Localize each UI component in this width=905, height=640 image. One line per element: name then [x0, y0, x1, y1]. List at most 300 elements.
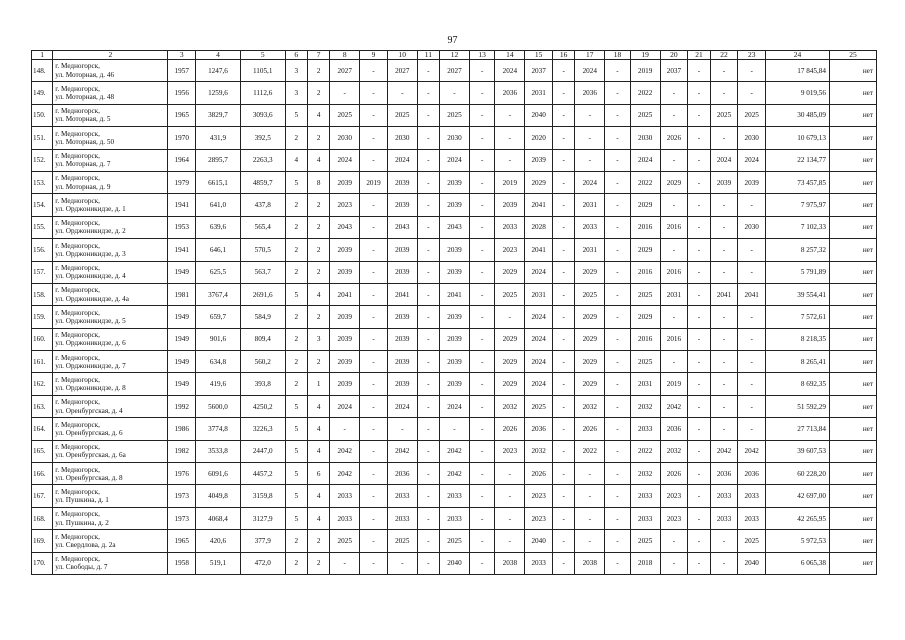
cost-cell: 8 257,32 [766, 239, 830, 261]
data-cell: - [360, 216, 388, 238]
data-cell: 2036 [387, 463, 417, 485]
data-cell: 2043 [387, 216, 417, 238]
data-cell: - [605, 82, 631, 104]
data-cell: 2447,0 [240, 440, 285, 462]
data-cell: 2 [285, 127, 307, 149]
data-cell: 634,8 [196, 351, 241, 373]
data-cell: - [360, 194, 388, 216]
data-cell: 2033 [710, 507, 738, 529]
data-cell: - [360, 507, 388, 529]
address-cell [53, 440, 168, 462]
data-cell: 2025 [630, 530, 660, 552]
cost-cell: 51 592,29 [766, 395, 830, 417]
data-cell: - [552, 239, 574, 261]
data-cell: 1970 [168, 127, 196, 149]
data-cell: 4068,4 [196, 507, 241, 529]
cost-cell: 22 134,77 [766, 149, 830, 171]
row-number: 165. [32, 440, 53, 462]
flag-cell: нет [829, 261, 876, 283]
data-cell: 2024 [738, 149, 766, 171]
column-number-cell: 20 [660, 51, 688, 60]
data-cell: 2042 [330, 440, 360, 462]
address-street: ул. Орджоникидзе, д. 1 [55, 205, 126, 214]
data-cell: 1941 [168, 194, 196, 216]
data-cell: 2024 [525, 373, 553, 395]
table-row [32, 463, 877, 485]
data-cell: - [417, 485, 439, 507]
data-cell: - [605, 507, 631, 529]
data-cell: - [417, 127, 439, 149]
data-cell: 2042 [440, 440, 470, 462]
data-cell: - [417, 530, 439, 552]
data-cell: 2042 [387, 440, 417, 462]
data-cell: 2025 [630, 283, 660, 305]
column-number-cell: 14 [495, 51, 525, 60]
data-cell: - [417, 194, 439, 216]
data-cell: 2039 [440, 306, 470, 328]
data-cell: - [495, 306, 525, 328]
data-cell: - [417, 418, 439, 440]
data-cell: 437,8 [240, 194, 285, 216]
data-cell: - [710, 127, 738, 149]
column-number-cell: 21 [688, 51, 710, 60]
data-cell: 2026 [660, 127, 688, 149]
address-street: ул. Орджоникидзе, д. 3 [55, 249, 126, 258]
data-cell: 2041 [525, 194, 553, 216]
data-cell: - [360, 440, 388, 462]
address-city: г. Медногорск, [55, 308, 100, 317]
row-number: 168. [32, 507, 53, 529]
address-street: ул. Оренбургская, д. 6а [55, 451, 126, 460]
address-street: ул. Орджоникидзе, д. 4а [55, 294, 129, 303]
address-cell [53, 395, 168, 417]
data-cell: 2016 [660, 216, 688, 238]
data-cell: - [688, 149, 710, 171]
data-cell: - [710, 194, 738, 216]
data-cell: - [360, 261, 388, 283]
row-number: 151. [32, 127, 53, 149]
data-cell: - [417, 440, 439, 462]
data-cell: 2024 [525, 328, 553, 350]
page-number: 97 [447, 35, 458, 46]
column-number-cell: 5 [240, 51, 285, 60]
data-cell: - [605, 60, 631, 82]
data-cell: - [552, 194, 574, 216]
row-number: 158. [32, 283, 53, 305]
housing-schedule-table [31, 50, 877, 575]
data-cell: 2032 [630, 395, 660, 417]
data-cell: 2031 [575, 194, 605, 216]
row-number: 156. [32, 239, 53, 261]
flag-cell: нет [829, 283, 876, 305]
data-cell: 4 [307, 104, 329, 126]
data-cell: 2029 [660, 171, 688, 193]
data-cell: 2039 [387, 328, 417, 350]
data-cell: - [495, 530, 525, 552]
column-number-cell: 19 [630, 51, 660, 60]
address-city: г. Медногорск, [55, 465, 100, 474]
data-cell: 2024 [387, 395, 417, 417]
data-cell: 2032 [525, 440, 553, 462]
data-cell: 2030 [738, 216, 766, 238]
data-cell: 2032 [495, 395, 525, 417]
data-cell: - [469, 82, 495, 104]
row-number: 155. [32, 216, 53, 238]
flag-cell: нет [829, 216, 876, 238]
data-cell: - [360, 463, 388, 485]
data-cell: 2036 [660, 418, 688, 440]
data-cell: 1953 [168, 216, 196, 238]
data-cell: 2029 [575, 373, 605, 395]
data-cell: - [552, 171, 574, 193]
flag-cell: нет [829, 395, 876, 417]
data-cell: 2042 [710, 440, 738, 462]
data-cell: 5 [285, 171, 307, 193]
data-cell: - [552, 127, 574, 149]
data-cell: 2023 [660, 507, 688, 529]
data-cell: - [417, 239, 439, 261]
address-cell [53, 530, 168, 552]
flag-cell: нет [829, 530, 876, 552]
data-cell: - [710, 328, 738, 350]
data-cell: - [688, 463, 710, 485]
data-cell: - [688, 171, 710, 193]
flag-cell: нет [829, 373, 876, 395]
data-cell: 3774,8 [196, 418, 241, 440]
data-cell: - [360, 283, 388, 305]
table-row [32, 373, 877, 395]
data-cell: 2042 [330, 463, 360, 485]
data-cell: 2033 [387, 485, 417, 507]
data-cell: 2033 [525, 552, 553, 574]
data-cell: - [417, 82, 439, 104]
data-cell: 570,5 [240, 239, 285, 261]
data-cell: - [710, 395, 738, 417]
address-cell [53, 171, 168, 193]
data-cell: 2039 [387, 194, 417, 216]
data-cell: 2039 [440, 351, 470, 373]
data-cell: 2025 [630, 104, 660, 126]
data-cell: 2033 [630, 418, 660, 440]
address-street: ул. Орджоникидзе, д. 5 [55, 316, 126, 325]
data-cell: 1112,6 [240, 82, 285, 104]
data-cell: - [575, 530, 605, 552]
data-cell: 2039 [710, 171, 738, 193]
data-cell: 2037 [660, 60, 688, 82]
data-cell: - [469, 351, 495, 373]
column-number-cell: 25 [829, 51, 876, 60]
data-cell: - [738, 418, 766, 440]
row-number: 159. [32, 306, 53, 328]
address-city: г. Медногорск, [55, 129, 100, 138]
data-cell: - [688, 530, 710, 552]
data-cell: - [605, 440, 631, 462]
data-cell: 2036 [710, 463, 738, 485]
table-row [32, 149, 877, 171]
data-cell: 2033 [575, 216, 605, 238]
data-cell: 3767,4 [196, 283, 241, 305]
data-cell: - [552, 373, 574, 395]
data-cell: 2033 [330, 485, 360, 507]
data-cell: 4 [285, 149, 307, 171]
data-cell: 2026 [525, 463, 553, 485]
address-city: г. Медногорск, [55, 62, 100, 71]
column-number-cell: 24 [766, 51, 830, 60]
row-number: 157. [32, 261, 53, 283]
cost-cell: 42 697,00 [766, 485, 830, 507]
address-street: ул. Моторная, д. 48 [55, 93, 115, 102]
data-cell: 2039 [738, 171, 766, 193]
data-cell: - [469, 239, 495, 261]
data-cell: - [469, 127, 495, 149]
address-city: г. Медногорск, [55, 443, 100, 452]
data-cell: - [710, 552, 738, 574]
data-cell: 8 [307, 171, 329, 193]
row-number: 150. [32, 104, 53, 126]
data-cell: - [360, 149, 388, 171]
data-cell: - [575, 507, 605, 529]
data-cell: - [710, 261, 738, 283]
data-cell: - [552, 104, 574, 126]
data-cell: 2026 [660, 463, 688, 485]
data-cell: 2895,7 [196, 149, 241, 171]
data-cell: - [360, 306, 388, 328]
data-cell: - [575, 485, 605, 507]
data-cell: 2023 [525, 485, 553, 507]
data-cell: 2041 [387, 283, 417, 305]
data-cell: 1949 [168, 328, 196, 350]
row-number: 164. [32, 418, 53, 440]
table-row [32, 440, 877, 462]
data-cell: 2033 [630, 507, 660, 529]
column-number-cell: 23 [738, 51, 766, 60]
data-cell: 2025 [575, 283, 605, 305]
data-cell: - [660, 149, 688, 171]
data-cell: - [360, 82, 388, 104]
table-row [32, 351, 877, 373]
data-cell: 2 [285, 373, 307, 395]
address-cell [53, 261, 168, 283]
data-cell: 2039 [330, 171, 360, 193]
data-cell: - [552, 485, 574, 507]
table-row [32, 552, 877, 574]
data-cell: 1941 [168, 239, 196, 261]
data-cell: 2 [285, 552, 307, 574]
data-cell: 393,8 [240, 373, 285, 395]
data-cell: 2029 [575, 261, 605, 283]
data-cell: 5 [285, 104, 307, 126]
data-cell: - [360, 485, 388, 507]
data-cell: - [360, 60, 388, 82]
data-cell: 1982 [168, 440, 196, 462]
data-cell: 4457,2 [240, 463, 285, 485]
data-cell: - [688, 351, 710, 373]
data-cell: - [710, 216, 738, 238]
data-cell: 4 [307, 418, 329, 440]
data-cell: 2024 [525, 351, 553, 373]
flag-cell: нет [829, 351, 876, 373]
cost-cell: 7 572,61 [766, 306, 830, 328]
column-number-cell: 16 [552, 51, 574, 60]
data-cell: - [710, 351, 738, 373]
data-cell: - [469, 395, 495, 417]
data-cell: - [605, 530, 631, 552]
cost-cell: 73 457,85 [766, 171, 830, 193]
data-cell: - [469, 530, 495, 552]
data-cell: - [738, 395, 766, 417]
data-cell: - [552, 306, 574, 328]
data-cell: - [688, 239, 710, 261]
data-cell: - [360, 351, 388, 373]
data-cell: 565,4 [240, 216, 285, 238]
data-cell: 4 [307, 485, 329, 507]
data-cell: 2042 [660, 395, 688, 417]
data-cell: 2024 [330, 149, 360, 171]
data-cell: - [605, 351, 631, 373]
data-cell: 2033 [738, 485, 766, 507]
data-cell: - [552, 507, 574, 529]
address-city: г. Медногорск, [55, 152, 100, 161]
data-cell: - [417, 216, 439, 238]
data-cell: 2 [285, 306, 307, 328]
data-cell: - [360, 373, 388, 395]
data-cell: 2 [307, 530, 329, 552]
address-city: г. Медногорск, [55, 264, 100, 272]
column-number-cell: 7 [307, 51, 329, 60]
column-number-cell: 4 [196, 51, 241, 60]
data-cell: - [360, 328, 388, 350]
data-cell: - [469, 306, 495, 328]
data-cell: 2033 [495, 216, 525, 238]
data-cell: 2039 [387, 239, 417, 261]
data-cell: 5 [285, 440, 307, 462]
address-cell [53, 351, 168, 373]
data-cell: 2033 [630, 485, 660, 507]
data-cell: 2029 [575, 351, 605, 373]
cost-cell: 8 218,35 [766, 328, 830, 350]
data-cell: 2022 [630, 171, 660, 193]
data-cell: 2040 [525, 104, 553, 126]
data-cell: - [417, 283, 439, 305]
data-cell: 2028 [525, 216, 553, 238]
data-cell: 2 [307, 194, 329, 216]
cost-cell: 39 607,53 [766, 440, 830, 462]
data-cell: - [552, 395, 574, 417]
data-cell: - [417, 306, 439, 328]
data-cell: - [495, 149, 525, 171]
data-cell: 3093,6 [240, 104, 285, 126]
address-cell [53, 104, 168, 126]
address-city: г. Медногорск, [55, 196, 100, 205]
data-cell: 2040 [738, 552, 766, 574]
data-cell: 2024 [710, 149, 738, 171]
data-cell: 4 [307, 395, 329, 417]
data-cell: 2032 [575, 395, 605, 417]
data-cell: - [417, 395, 439, 417]
column-number-cell: 17 [575, 51, 605, 60]
row-number: 154. [32, 194, 53, 216]
address-cell [53, 216, 168, 238]
data-cell: 2 [307, 351, 329, 373]
data-cell: 2027 [440, 60, 470, 82]
data-cell: - [495, 127, 525, 149]
data-cell: - [605, 552, 631, 574]
data-cell: 2023 [495, 239, 525, 261]
data-cell: 1976 [168, 463, 196, 485]
address-street: ул. Моторная, д. 5 [55, 115, 111, 124]
row-number: 166. [32, 463, 53, 485]
flag-cell: нет [829, 485, 876, 507]
data-cell: - [469, 552, 495, 574]
data-cell: - [417, 60, 439, 82]
data-cell: - [495, 463, 525, 485]
data-cell: 3 [285, 60, 307, 82]
address-cell [53, 485, 168, 507]
data-cell: 1949 [168, 351, 196, 373]
data-cell: - [387, 418, 417, 440]
data-cell: 2033 [738, 507, 766, 529]
data-cell: - [469, 440, 495, 462]
data-cell: 3226,3 [240, 418, 285, 440]
address-cell [53, 239, 168, 261]
data-cell: 2029 [495, 351, 525, 373]
column-number-cell: 15 [525, 51, 553, 60]
flag-cell: нет [829, 328, 876, 350]
data-cell: - [360, 552, 388, 574]
data-cell: - [552, 440, 574, 462]
data-cell: - [417, 149, 439, 171]
data-cell: 2030 [330, 127, 360, 149]
data-cell: - [688, 418, 710, 440]
data-cell: - [552, 463, 574, 485]
data-cell: 3533,8 [196, 440, 241, 462]
data-cell: 431,9 [196, 127, 241, 149]
data-cell: - [360, 239, 388, 261]
column-number-cell: 8 [330, 51, 360, 60]
address-city: г. Медногорск, [55, 487, 100, 496]
data-cell: - [738, 60, 766, 82]
data-cell: - [605, 171, 631, 193]
data-cell: 4250,2 [240, 395, 285, 417]
data-cell: 2039 [440, 328, 470, 350]
data-cell: 1981 [168, 283, 196, 305]
data-cell: 2039 [330, 261, 360, 283]
data-cell: 2019 [630, 60, 660, 82]
data-cell: 2 [307, 127, 329, 149]
data-cell: - [575, 104, 605, 126]
data-cell: - [710, 530, 738, 552]
data-cell: 392,5 [240, 127, 285, 149]
data-cell: - [469, 507, 495, 529]
address-street: ул. Пушкина, д. 2 [55, 518, 109, 527]
data-cell: - [605, 283, 631, 305]
flag-cell: нет [829, 104, 876, 126]
data-cell: 2024 [495, 60, 525, 82]
data-cell: 4 [307, 149, 329, 171]
address-cell [53, 283, 168, 305]
data-cell: - [738, 306, 766, 328]
column-number-cell: 11 [417, 51, 439, 60]
data-cell: - [469, 283, 495, 305]
data-cell: 1259,6 [196, 82, 241, 104]
data-cell: 3159,8 [240, 485, 285, 507]
data-cell: 2039 [330, 351, 360, 373]
data-cell: - [417, 373, 439, 395]
data-cell: - [552, 82, 574, 104]
data-cell: 2023 [525, 507, 553, 529]
address-street: ул. Орджоникидзе, д. 6 [55, 339, 126, 348]
address-cell [53, 373, 168, 395]
